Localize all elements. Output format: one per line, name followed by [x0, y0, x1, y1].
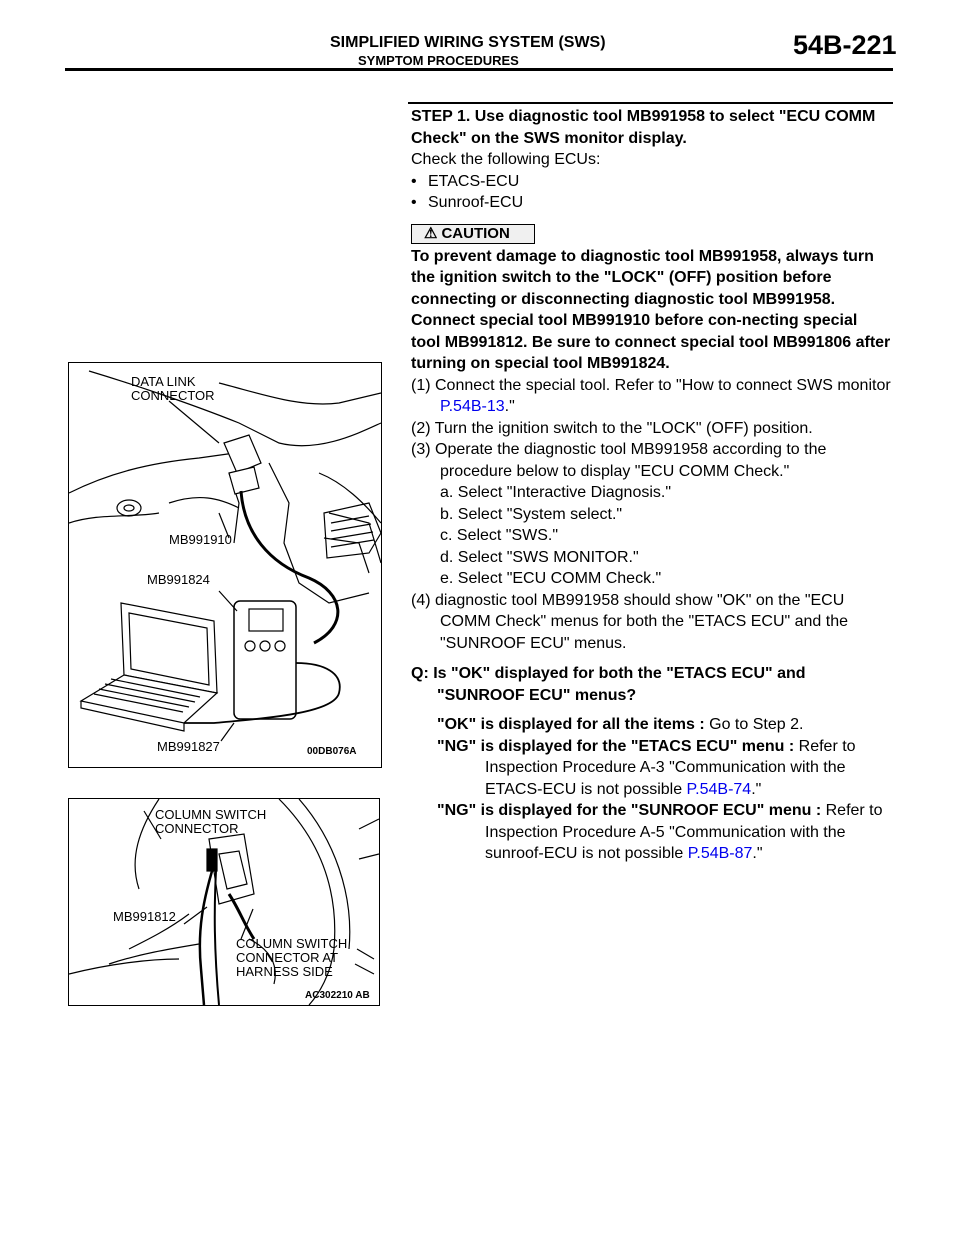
question: Q: Is "OK" displayed for both the "ETACS ECU" and "SUNROOF ECU" menus? [411, 665, 806, 704]
procedure-step-4: (4) diagnostic tool MB991958 should show "OK" on the "ECU COMM Check" menus for both the "ETACS ECU" and the "SUNROOF ECU" menus. [411, 591, 849, 652]
answer-ng-etacs-end: ." [751, 780, 762, 798]
answer-ng-sunroof-end: ." [752, 845, 763, 862]
procedure-step-1-end: ." [504, 398, 515, 415]
answer-ok [437, 714, 891, 736]
procedure-step-1 [411, 375, 891, 418]
answer-ng-sunroof-condition: "NG" is displayed for the "SUNROOF ECU" menu : [437, 802, 826, 819]
check-intro: Check the following ECUs: [411, 151, 601, 168]
section-subtitle: SYMPTOM PROCEDURES [358, 53, 519, 68]
figure-tool-connection [68, 362, 382, 768]
label-mb991824: MB991824 [147, 572, 210, 587]
answer-ng-etacs [437, 736, 891, 801]
figure-code: 00DB076A [307, 746, 357, 757]
answer-list [411, 714, 891, 865]
substep-item: a. Select "Interactive Diagnosis." [440, 484, 672, 501]
ecu-item: • ETACS-ECU [411, 171, 891, 193]
ecu-item: • Sunroof-ECU [411, 192, 891, 214]
label-mb991827: MB991827 [157, 739, 220, 754]
section-title: SIMPLIFIED WIRING SYSTEM (SWS) [330, 34, 606, 51]
substep-item: d. Select "SWS MONITOR." [440, 548, 639, 566]
link-p54b-74[interactable]: P.54B-74 [686, 780, 752, 798]
answer-ng-sunroof-text: Refer to Inspection Procedure A-5 "Communication with the sunroof-ECU is not possible [485, 802, 883, 862]
answer-ok-condition: "OK" is displayed for all the items : [437, 716, 710, 733]
answer-ng-sunroof [437, 800, 891, 865]
answer-ng-etacs-condition: "NG" is displayed for the "ETACS ECU" menu : [437, 737, 799, 755]
substep-item: b. Select "System select." [440, 505, 623, 523]
label-column-switch-connector: COLUMN SWITCH CONNECTOR [155, 807, 267, 836]
procedure-text [411, 106, 891, 865]
label-mb991812: MB991812 [113, 909, 176, 924]
step-rule [408, 102, 893, 104]
label-harness-side-connector: COLUMN SWITCH CONNECTOR AT HARNESS SIDE [236, 936, 348, 979]
header-rule [65, 68, 893, 71]
answer-ok-text: Go to Step 2. [709, 716, 804, 733]
procedure-step-3: (3) Operate the diagnostic tool MB991958 according to the procedure below to display "ECU COMM Check." [411, 441, 827, 480]
figure-code: AC302210 AB [305, 990, 370, 1001]
label-mb991910: MB991910 [169, 532, 232, 547]
caution-label: CAUTION [441, 224, 510, 242]
tool-connection-illustration [69, 363, 381, 767]
link-p54b-87[interactable]: P.54B-87 [687, 845, 753, 862]
caution-text: To prevent damage to diagnostic tool MB991958, always turn the ignition switch to the "LOCK" (OFF) position before connecting or disconnecting diagnostic tool MB991958. Connect special tool MB991910 before con-necting special tool MB991812. Be sure to connect special tool MB991806 after turning on special tool MB991824. [411, 247, 891, 372]
substep-list [411, 482, 891, 590]
step-heading: STEP 1. Use diagnostic tool MB991958 to select "ECU COMM Check" on the SWS monitor display. [411, 108, 876, 147]
label-data-link-connector: DATA LINK CONNECTOR [131, 374, 215, 403]
substep-item: c. Select "SWS." [440, 527, 559, 544]
answer-ng-etacs-text: Refer to Inspection Procedure A-3 "Communication with the ETACS-ECU is not possible [485, 737, 856, 798]
substep-item: e. Select "ECU COMM Check." [440, 570, 662, 587]
link-p54b-13[interactable]: P.54B-13 [440, 398, 505, 415]
warning-triangle-icon: ⚠ [424, 224, 438, 242]
procedure-step-2: (2) Turn the ignition switch to the "LOCK" (OFF) position. [411, 419, 813, 437]
figure-column-switch [68, 798, 380, 1006]
procedure-step-1-text: (1) Connect the special tool. Refer to "How to connect SWS monitor [411, 376, 891, 394]
page-number: 54B-221 [793, 30, 897, 60]
caution-box [411, 224, 535, 244]
